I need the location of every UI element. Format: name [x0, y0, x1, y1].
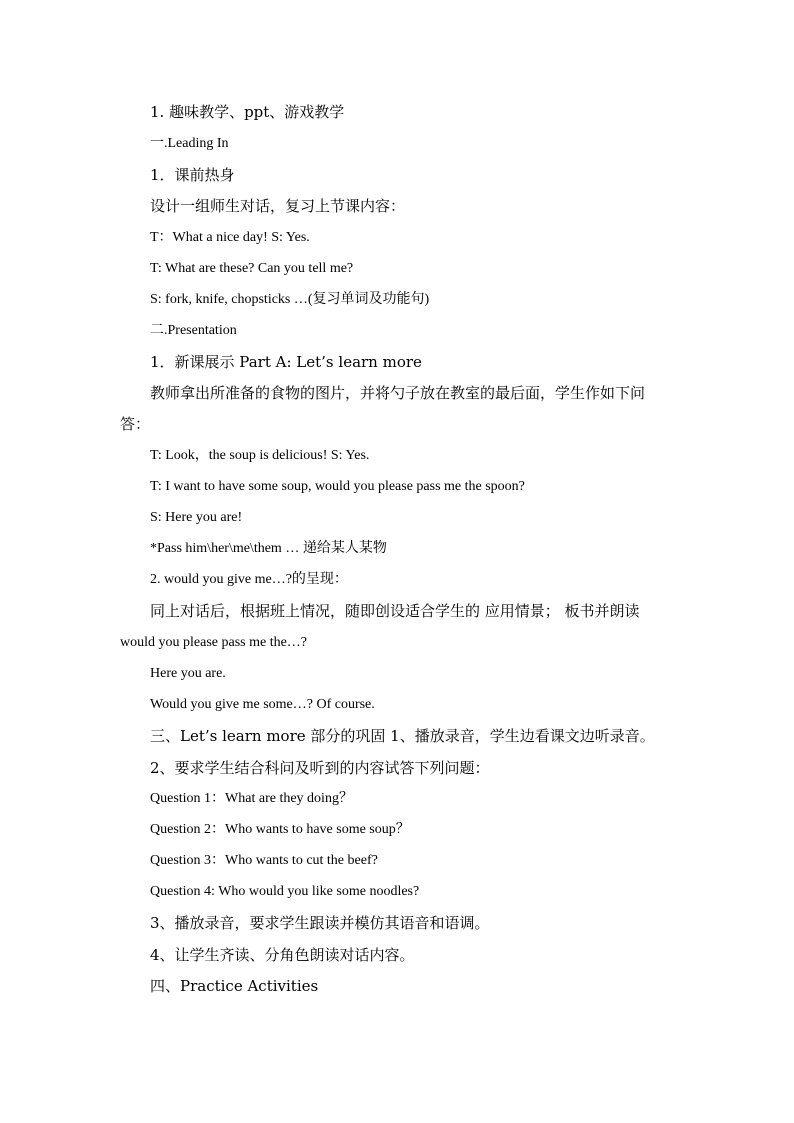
subheading-new-lesson: 1．新课展示 Part A: Let’s learn more [150, 353, 422, 371]
dialogue-line: S: fork, knife, chopsticks …(复习单词及功能句) [150, 292, 430, 307]
dialogue-line: T: I want to have some soup, would you please pass me the spoon? [150, 479, 525, 494]
dialogue-line: S: Here you are! [150, 510, 243, 525]
question-line: Question 3：Who wants to cut the beef? [150, 853, 378, 868]
subheading-would-you-give: 2. would you give me…?的呈现： [150, 572, 348, 587]
heading-leading-in: 一.Leading In [150, 136, 229, 151]
dialogue-line: T: Look，the soup is delicious! S: Yes. [150, 448, 370, 463]
heading-consolidation: 三、Let’s learn more 部分的巩固 1、播放录音，学生边看课文边听录音。 [150, 727, 655, 745]
heading-practice-activities: 四、Practice Activities [150, 977, 319, 995]
question-line: Question 2：Who wants to have some soup？ [150, 822, 410, 837]
text-line-answer-questions: 2、要求学生结合科问及听到的内容试答下列问题： [150, 759, 490, 777]
dialogue-line: Would you give me some…? Of course. [150, 697, 375, 712]
text-line-pass: *Pass him\her\me\them … 递给某人某物 [150, 541, 387, 556]
text-line-teacher-pictures: 教师拿出所准备的食物的图片，并将勺子放在教室的最后面，学生作如下问 [150, 384, 646, 402]
heading-presentation: 二.Presentation [150, 323, 237, 338]
text-line-answer: 答： [120, 415, 151, 433]
text-line-scenario: 同上对话后，根据班上情况，随即创设适合学生的 应用情景； 板书并朗读 [150, 602, 640, 620]
text-line-play-recording: 3、播放录音，要求学生跟读并模仿其语音和语调。 [150, 914, 490, 932]
dialogue-line: T: What are these? Can you tell me? [150, 261, 354, 276]
dialogue-line: Here you are. [150, 666, 226, 681]
question-line: Question 4: Who would you like some noodles? [150, 884, 420, 899]
text-line-read-aloud: 4、让学生齐读、分角色朗读对话内容。 [150, 946, 415, 964]
text-line-pattern: would you please pass me the…? [120, 635, 308, 650]
subheading-warm-up: 1．课前热身 [150, 166, 235, 184]
question-line: Question 1：What are they doing？ [150, 791, 353, 806]
dialogue-line: T：What a nice day! S: Yes. [150, 230, 310, 245]
text-line-methods: 1. 趣味教学、ppt、游戏教学 [150, 103, 345, 121]
text-line-design-dialogue: 设计一组师生对话，复习上节课内容： [150, 197, 406, 215]
